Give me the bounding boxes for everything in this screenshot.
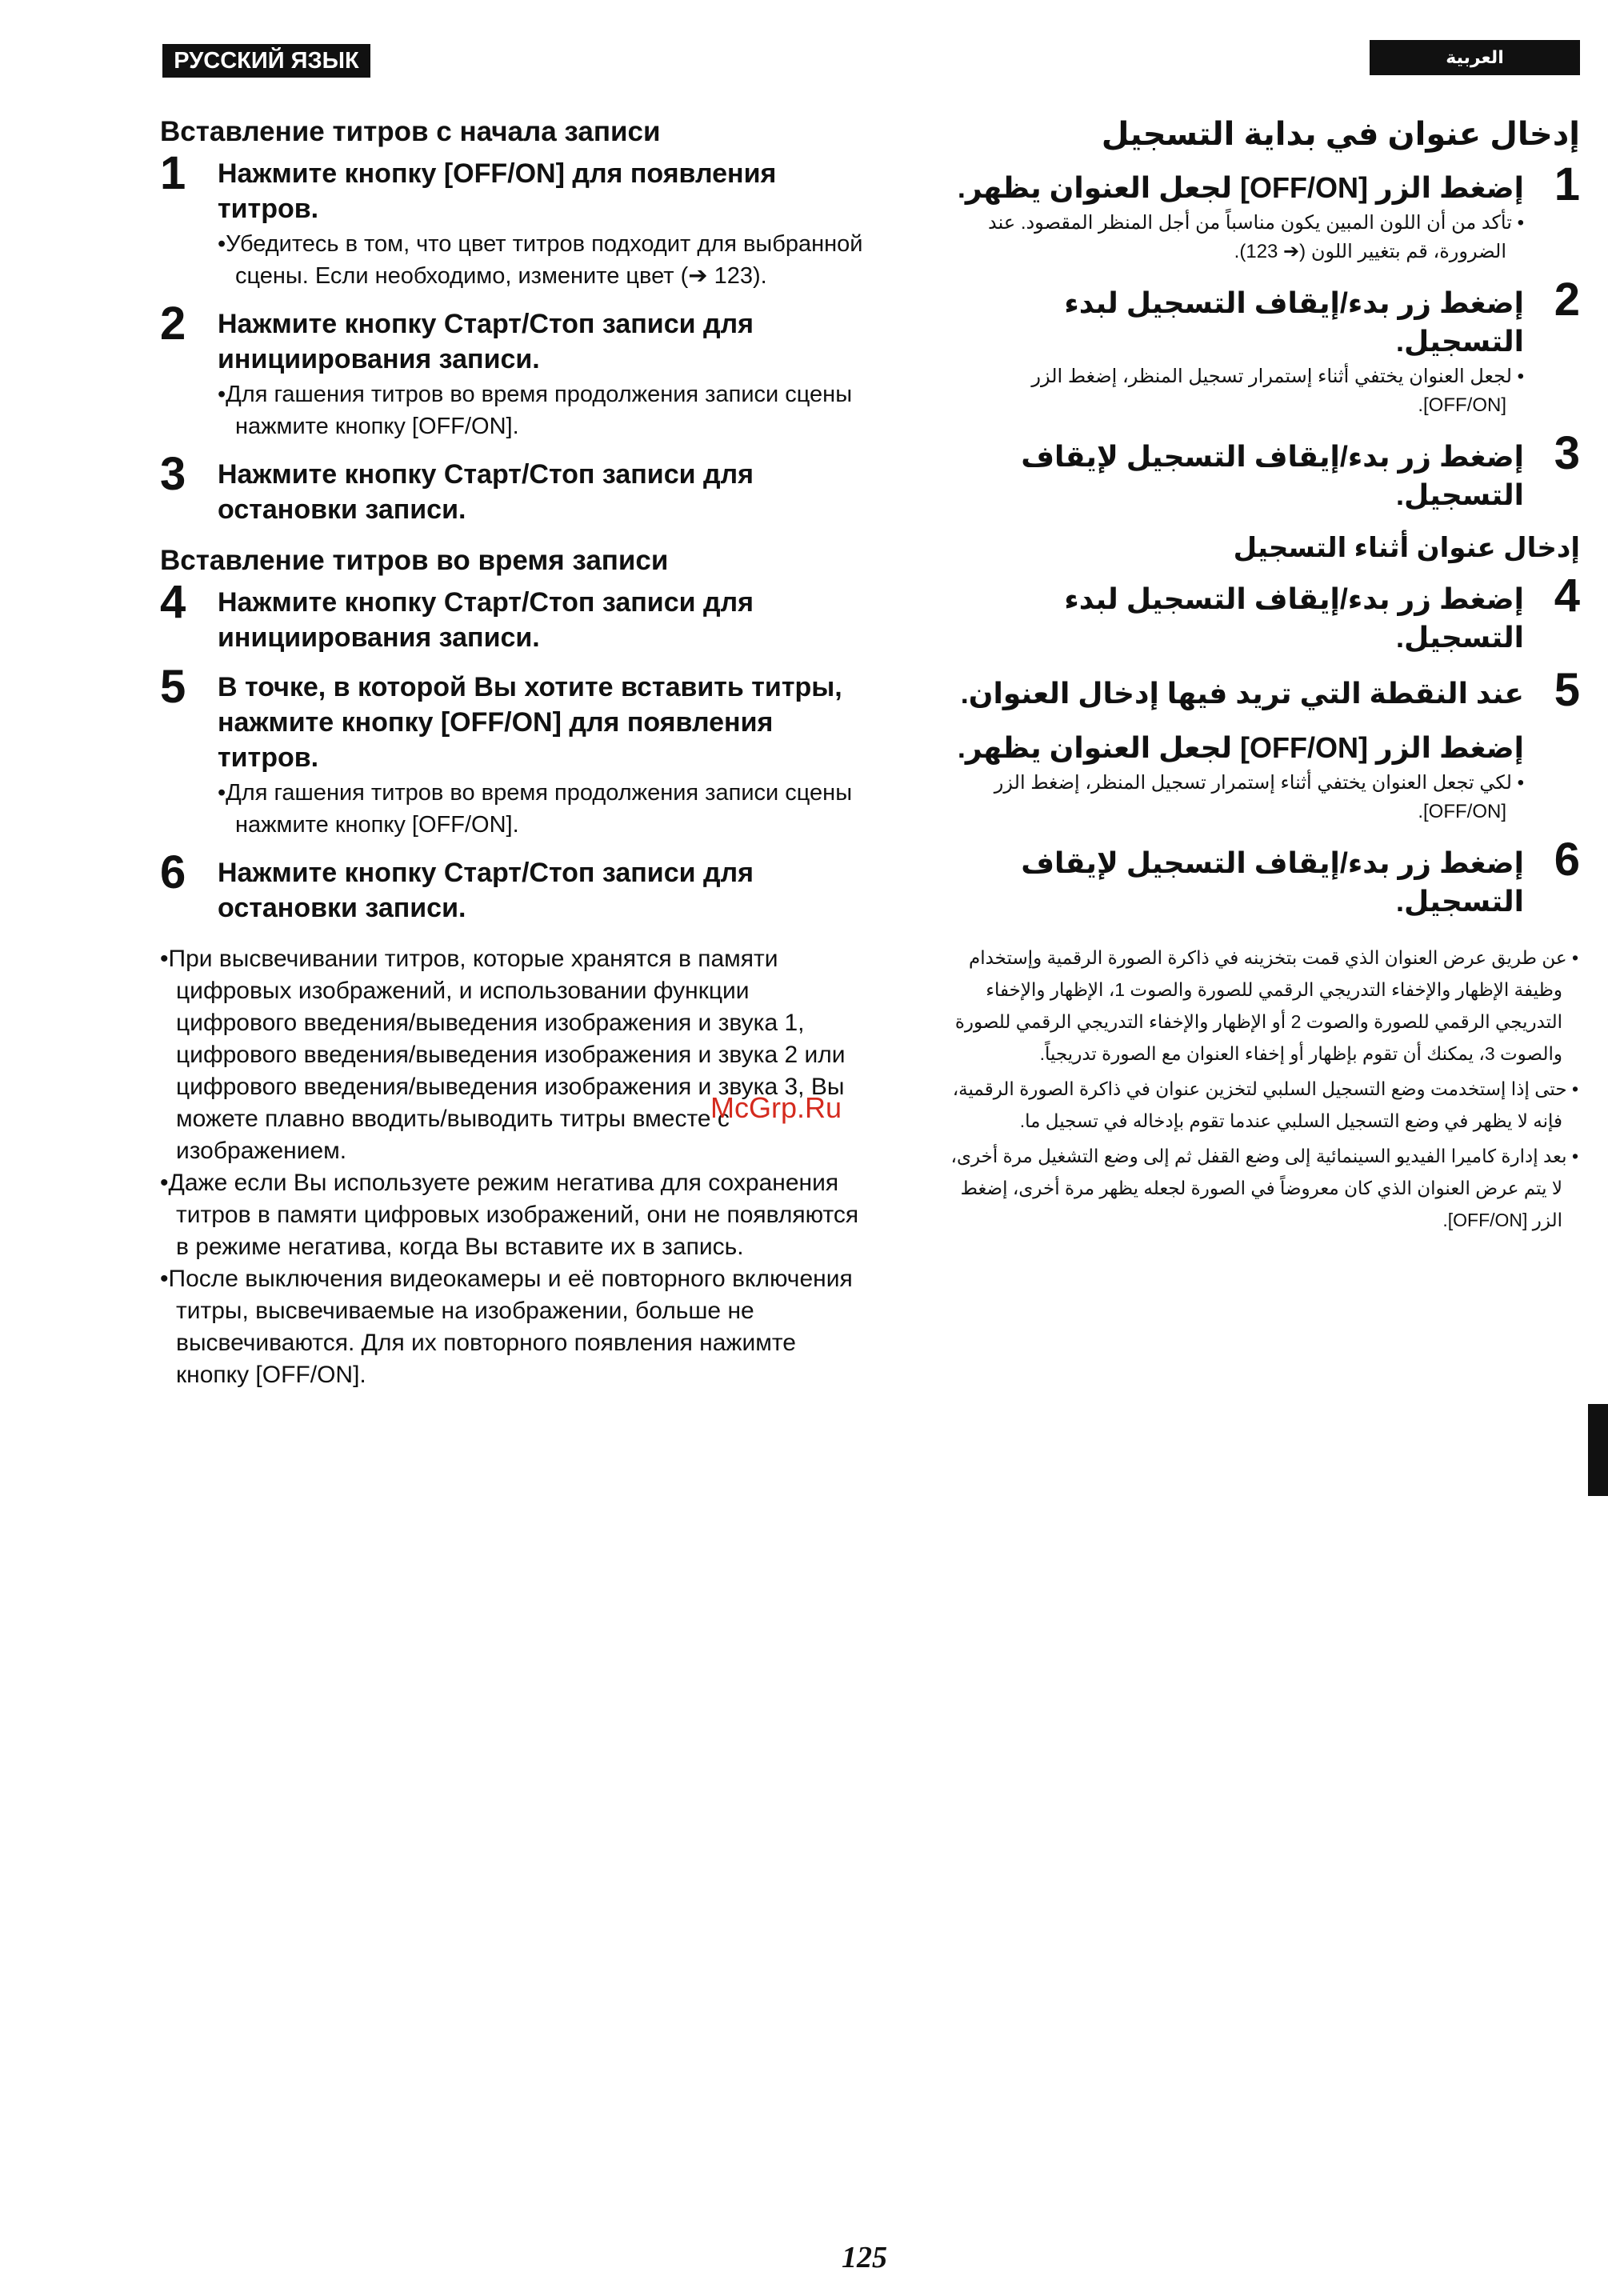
step-3-ar xyxy=(944,427,1580,514)
step-number: 1 xyxy=(160,147,186,199)
step-note: • لكي تجعل العنوان يختفي أثناء إستمرار تسجيل المنظر، إضغط الزر [OFF/ON]. xyxy=(994,772,1524,822)
step-number: 5 xyxy=(160,661,186,713)
step-note: •Для гашения титров во время продолжения записи сцены нажмите кнопку [OFF/ON]. xyxy=(218,780,853,838)
section-title-during-recording-ar: إدخال عنوان أثناء التسجيل xyxy=(1233,533,1580,563)
note-item: • عن طريق عرض العنوان الذي قمت بتخزينه في ذاكرة الصورة الرقمية وإستخدام وظيفة الإظهار والإخفاء التدريجي الرقمي للصورة والصوت 1، الإظهار والإخفاء التدريجي الرقمي للصورة والصوت 2 أو الإظهار والإخفاء التدريجي الرقمي للصورة والصوت 3، يمكنك أن تقوم بإظهار أو إخفاء العنوان مع الصورة تدريجياً. xyxy=(954,947,1578,1064)
language-tag-russian: РУССКИЙ ЯЗЫК xyxy=(162,44,370,78)
note-item: •При высвечивании титров, которые хранятся в памяти цифровых изображений, и использовании функции цифрового введения/выведения изображения и звука 1, цифрового введения/выведения изображения и звука 2 или цифрового введения/выведения изображения и звука 3, Вы можете плавно вводить/выводить титры вместе с изображением. xyxy=(160,946,846,1164)
step-instruction: В точке, в которой Вы хотите вставить титры, нажмите кнопку [OFF/ON] для появления титров. xyxy=(218,672,842,773)
step-number: 2 xyxy=(160,298,186,350)
step-instruction: عند النقطة التي تريد فيها إدخال العنوان. xyxy=(960,677,1524,710)
step-number: 4 xyxy=(1554,570,1580,622)
note-item: •Даже если Вы используете режим негатива для сохранения титров в памяти цифровых изображений, они не появляются в режиме негатива, когда Вы вставите их в запись. xyxy=(160,1170,859,1260)
step-instruction: Нажмите кнопку Старт/Стоп записи для инициирования записи. xyxy=(218,309,754,374)
step-2 xyxy=(160,298,864,442)
step-number: 3 xyxy=(160,448,186,500)
step-instruction: إضغط زر بدء/إيقاف التسجيل لإيقاف التسجيل. xyxy=(1021,440,1524,511)
note-item: • حتى إذا إستخدمت وضع التسجيل السلبي لتخزين عنوان في ذاكرة الصورة الرقمية، فإنه لا يظهر في وضع التسجيل السلبي عندما تقوم بإدخاله في تسجيل ما. xyxy=(952,1078,1578,1131)
step-number: 6 xyxy=(1554,834,1580,886)
step-note: • تأكد من أن اللون المبين يكون مناسباً من أجل المنظر المقصود. عند الضرورة، قم بتغيير اللون (➔ 123). xyxy=(988,212,1524,262)
step-instruction: إضغط زر بدء/إيقاف التسجيل لإيقاف التسجيل. xyxy=(1021,846,1524,918)
step-5 xyxy=(160,661,864,841)
step-instruction: Нажмите кнопку Старт/Стоп записи для остановки записи. xyxy=(218,858,754,923)
note-item: •После выключения видеокамеры и её повторного включения титры, высвечиваемые на изображении, больше не высвечиваются. Для их повторного появления нажимте кнопку [OFF/ON]. xyxy=(160,1266,853,1388)
step-note: •Убедитесь в том, что цвет титров подходит для выбранной сцены. Если необходимо, измените цвет (➔ 123). xyxy=(218,231,863,289)
step-number: 1 xyxy=(1554,158,1580,210)
step-note: • لجعل العنوان يختفي أثناء إستمرار تسجيل المنظر، إضغط الزر [OFF/ON]. xyxy=(1031,366,1524,416)
language-tag-arabic: العربية xyxy=(1370,40,1580,75)
step-instruction: Нажмите кнопку Старт/Стоп записи для инициирования записи. xyxy=(218,587,754,653)
step-2-ar xyxy=(944,274,1580,420)
chapter-edge-tab xyxy=(1588,1404,1608,1496)
section-title-start-recording-ar: إدخال عنوان في بداية التسجيل xyxy=(1101,117,1580,152)
step-number: 3 xyxy=(1554,427,1580,479)
step-note: •Для гашения титров во время продолжения записи сцены нажмите кнопку [OFF/ON]. xyxy=(218,382,853,439)
step-1-ar xyxy=(944,158,1580,266)
note-item: • بعد إدارة كاميرا الفيديو السينمائية إلى وضع القفل ثم إلى وضع التشغيل مرة أخرى، لا يتم عرض العنوان الذي كان معروضاً في الصورة لجعله يظهر مرة أخرى، إضغط الزر [OFF/ON]. xyxy=(950,1146,1578,1230)
step-instruction: إضغط الزر [OFF/ON] لجعل العنوان يظهر. xyxy=(957,171,1524,204)
arabic-column xyxy=(944,116,1580,1239)
notes-list xyxy=(160,943,864,1391)
step-6 xyxy=(160,846,864,926)
russian-column xyxy=(160,116,864,1391)
step-instruction: إضغط زر بدء/إيقاف التسجيل لبدء التسجيل. xyxy=(1064,286,1524,358)
step-4 xyxy=(160,576,864,655)
step-5-ar xyxy=(944,664,1580,826)
step-4-ar xyxy=(944,570,1580,657)
step-sub-instruction: إضغط الزر [OFF/ON] لجعل العنوان يظهر. xyxy=(957,731,1524,764)
step-number: 5 xyxy=(1554,664,1580,716)
step-6-ar xyxy=(944,834,1580,921)
step-instruction: إضغط زر بدء/إيقاف التسجيل لبدء التسجيل. xyxy=(1064,582,1524,654)
page-number: 125 xyxy=(842,2241,887,2274)
step-3 xyxy=(160,448,864,527)
step-number: 6 xyxy=(160,846,186,898)
step-instruction: Нажмите кнопку [OFF/ON] для появления титров. xyxy=(218,158,777,224)
step-number: 2 xyxy=(1554,274,1580,326)
section-title-start-recording: Вставление титров с начала записи xyxy=(160,116,661,147)
notes-list-ar xyxy=(944,942,1580,1236)
step-instruction: Нажмите кнопку Старт/Стоп записи для остановки записи. xyxy=(218,459,754,525)
watermark: McGrp.Ru xyxy=(710,1091,842,1124)
step-1 xyxy=(160,147,864,292)
step-number: 4 xyxy=(160,576,186,628)
section-title-during-recording: Вставление титров во время записи xyxy=(160,545,669,576)
